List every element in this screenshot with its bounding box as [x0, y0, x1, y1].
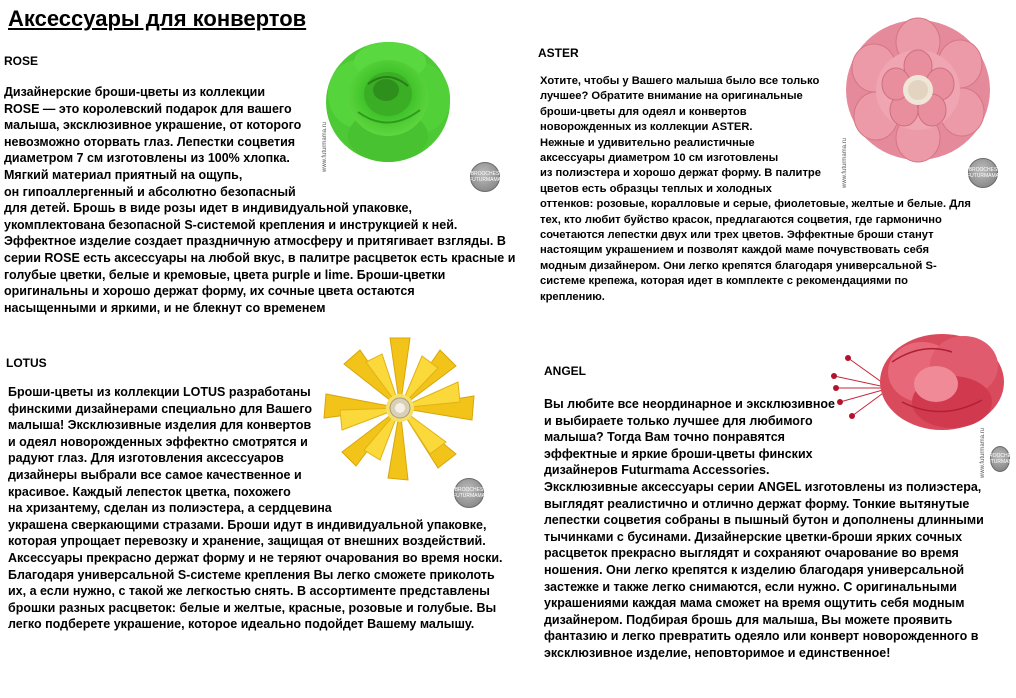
page-title: Аксессуары для конвертов [8, 6, 307, 31]
aster-line: сочетаются лепестки двух или трех цветов. Эффектные броши станут [540, 229, 934, 242]
angel-logo-badge: BROOCHES FUTURMAMA [990, 446, 1010, 472]
lotus-line: легко подберете украшение, которое идеально подойдет Вашему малышу. [8, 617, 475, 632]
aster-line: модным дизайнером. Они легко крепятся благодаря универсальной S- [540, 259, 937, 272]
aster-label: ASTER [538, 46, 579, 60]
rose-line: оригинальны и хорошо держат форму, их сочные цвета остаются [4, 284, 415, 299]
aster-line: броши-цветы для одеял и конвертов [540, 105, 747, 118]
angel-line: тычинками с бусинами. Дизайнерские цветки-броши ярких сочных [544, 529, 963, 544]
angel-line: Эксклюзивные аксессуары серии ANGEL изготовлены из полиэстера, [544, 479, 982, 494]
lotus-line: на хризантему, сделан из полиэстера, а сердцевина [8, 501, 332, 516]
aster-line: Хотите, чтобы у Вашего малыша было все только [540, 75, 820, 87]
aster-line: системе крепежа, которая идет в комплекте с рекомендациями по [540, 275, 908, 288]
lotus-line: Аксессуары прекрасно держат форму и не теряют очарования во время носки. [8, 550, 503, 565]
lotus-line: красивое. Каждый лепесток цветка, похожего [8, 484, 291, 499]
lotus-line: малыша! Эксклюзивные изделия для конвертов [8, 418, 312, 433]
lotus-line: их, а если нужно, с такой же легкостью снять. В ассортименте представлены [8, 584, 490, 599]
rose-description [4, 84, 515, 316]
rose-label: ROSE [4, 54, 39, 68]
aster-line: из полиэстера и хорошо держат форму. В палитре [540, 167, 821, 180]
rose-line: Эффектное изделие создает праздничную атмосферу и притягивает взгляды. В [4, 234, 506, 249]
angel-line: и выбираете только лучшее для любимого [544, 413, 813, 428]
aster-line: оттенков: розовые, коралловые и серые, фиолетовые, желтые и белые. Для [540, 198, 971, 211]
lotus-logo-badge: BROOCHES FUTURMAMA [454, 478, 484, 508]
angel-description [544, 396, 984, 662]
lotus-line: которая упрощает перевозку и хранение, защищая от внешних воздействий. [8, 534, 486, 549]
rose-line: Дизайнерские броши-цветы из коллекции [4, 85, 266, 99]
aster-line: креплению. [540, 290, 605, 303]
angel-line: Вы любите все неординарное и эксклюзивное [544, 397, 836, 411]
rose-line: ROSE — это королевский подарок для вашего [4, 101, 292, 116]
lotus-line: брошки разных расцветок: белые и желтые, красные, розовые и голубые. Вы [8, 600, 497, 615]
aster-line: аксессуары диаметром 10 см изготовлены [540, 152, 779, 165]
angel-line: малыша? Тогда Вам точно понравятся [544, 430, 785, 445]
angel-line: эффектные и яркие броши-цветы финских [544, 446, 813, 461]
angel-line: лепестки соцветия собраны в пышный бутон и дополнены длинными [544, 513, 984, 528]
rose-line: насыщенными и яркими, и не блекнут со временем [4, 300, 326, 315]
rose-watermark-text: www.futurmama.ru [322, 121, 328, 172]
rose-line: он гипоаллергенный и абсолютно безопасный [4, 184, 296, 199]
rose-line: серии ROSE есть аксессуары на любой вкус, в палитре расцветок есть красные и [4, 250, 516, 265]
angel-line: застежке и также легко снимаются, если нужно. С оригинальными [544, 579, 957, 594]
aster-line: Нежные и удивительно реалистичные [540, 136, 755, 149]
aster-line: настоящим украшением и позволят каждой маме почувствовать себя [540, 244, 929, 257]
rose-line: голубые цветки, белые и кремовые, цвета purple и lime. Броши-цветки [4, 267, 446, 282]
angel-line: украшениями каждая мама сможет на время ощутить себя модным [544, 596, 965, 611]
lotus-label: LOTUS [6, 356, 47, 370]
rose-line: Мягкий материал приятный на ощупь, [4, 167, 243, 182]
rose-logo-badge: BROOCHES FUTURMAMA [470, 162, 500, 192]
lotus-line: дизайнеры выбрали все самое качественное и [8, 467, 302, 482]
angel-watermark-text: www.futurmama.ru [980, 427, 986, 478]
aster-logo-badge: BROOCHES FUTURMAMA [968, 158, 998, 188]
lotus-line: радуют глаз. Для изготовления аксессуаров [8, 451, 284, 466]
lotus-line: украшена сверкающими стразами. Броши идут в индивидуальной упаковке, [8, 517, 487, 532]
angel-line: выглядят реалистично и отлично держат форму. Тонкие вытянутые [544, 496, 970, 511]
rose-line: малыша, эксклюзивное украшение, от которого [4, 118, 302, 133]
rose-line: невозможно оторвать глаз. Лепестки соцветия [4, 134, 296, 149]
angel-line: эксклюзивное изделие, неповторимое и единственное! [544, 645, 891, 660]
angel-line: фантазию и легко превратить одеяло или конверт новорожденного в [544, 629, 979, 644]
lotus-line: финскими дизайнерами специально для Вашего [8, 401, 312, 416]
rose-line: для детей. Брошь в виде розы идет в индивидуальной упаковке, [4, 201, 412, 216]
aster-line: новорожденных из коллекции ASTER. [540, 121, 753, 134]
lotus-line: Броши-цветы из коллекции LOTUS разработаны [8, 385, 311, 399]
angel-line: ношения. Они легко крепятся к изделию благодаря универсальной [544, 562, 965, 577]
angel-line: дизайнеров Futurmama Accessories. [544, 463, 770, 478]
rose-line: диаметром 7 см изготовлены из 100% хлопка. [4, 151, 290, 166]
aster-line: лучшее? Обратите внимание на оригинальные [540, 90, 803, 103]
aster-watermark-text: www.futurmama.ru [842, 137, 848, 188]
rose-line: укомплектована безопасной S-системой крепления и инструкцией к ней. [4, 217, 458, 232]
lotus-line: и одеял новорожденных эффектно смотрятся и [8, 434, 308, 449]
angel-line: расцветок прекрасно выглядят и сохраняют очарование во время [544, 546, 959, 561]
aster-line: цветов есть образцы теплых и холодных [540, 182, 772, 195]
aster-description [540, 74, 971, 305]
angel-line: дизайнером. Подбирая брошь для малыша, Вы можете проявить [544, 612, 953, 627]
aster-line: тех, кто любит буйство красок, предлагаются соцветия, где гармонично [540, 213, 942, 226]
angel-label: ANGEL [544, 364, 586, 378]
lotus-description [8, 384, 503, 633]
lotus-line: Благодаря универсальной S-системе крепления Вы легко сможете приколоть [8, 567, 495, 582]
